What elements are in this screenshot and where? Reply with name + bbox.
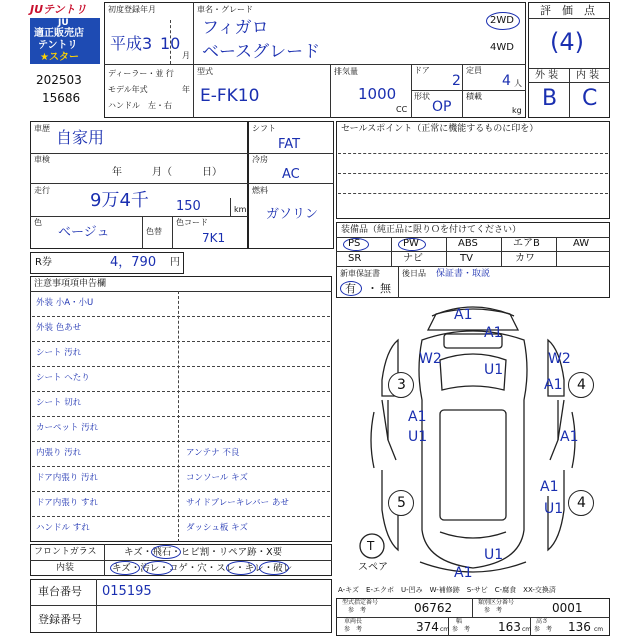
drive-4wd: 4WD	[490, 42, 514, 53]
model-year-label: モデル年式	[108, 85, 148, 94]
spare-tire-value: T	[367, 539, 375, 553]
class-label: 類別区分番号	[478, 599, 515, 606]
ac-value: AC	[282, 167, 300, 182]
note-left: シート 汚れ	[36, 348, 82, 358]
logo	[30, 4, 100, 64]
interior-value: キズ・汚レ・コゲ・穴・スレ・キレ・破レ	[112, 563, 293, 574]
displacement-value: 1000	[358, 85, 397, 103]
month-unit: 月	[182, 51, 190, 60]
recycle-box	[30, 252, 184, 274]
logo-line3: テントリ	[38, 40, 78, 51]
ext-label: 外 装	[535, 70, 559, 81]
equip-aw: AW	[573, 238, 590, 249]
color-code-value: 7K1	[202, 231, 226, 245]
door-value: 2	[452, 73, 461, 89]
inspection-label: 車検	[34, 155, 50, 164]
warranty-no: 無	[380, 282, 391, 295]
length-ref: 参 考	[344, 626, 363, 633]
tire-value-front-right: 4	[577, 377, 586, 393]
tire-value-rear-left: 5	[397, 495, 406, 511]
front-glass-label: フロントガラス	[34, 547, 97, 557]
logo-line4: ★スター	[40, 52, 79, 63]
height-ref: 参 考	[534, 626, 553, 633]
recycle-value: 4，790	[110, 255, 157, 270]
color-code-label: 色コード	[176, 218, 208, 227]
capacity-label: 定員	[466, 66, 482, 75]
note-left: ハンドル すれ	[36, 523, 90, 533]
damage-mark: W2	[548, 351, 571, 367]
note-left: 内張り 汚れ	[36, 448, 82, 458]
equip-sr: SR	[348, 253, 362, 264]
note-right: サイドブレーキレバー あせ	[186, 498, 289, 508]
notes-title: 注意事項項申告欄	[34, 279, 107, 289]
sales-point-box	[336, 121, 610, 219]
score-value: (4)	[550, 28, 584, 56]
note-left: 外装 小A・小U	[36, 298, 94, 308]
note-left: 外装 色あせ	[36, 323, 82, 333]
inspection-value: 年 月（ 日）	[112, 167, 222, 178]
length-label: 車両長	[344, 618, 363, 625]
equip-leather: カワ	[515, 253, 535, 264]
color-change-label: 色替	[146, 227, 162, 236]
equip-airbag: エアB	[513, 238, 540, 249]
damage-mark: U1	[484, 362, 504, 378]
recycle-label: R券	[35, 257, 52, 268]
sales-point-title: セールスポイント（正常に機能するものに印を）	[341, 124, 539, 134]
note-left: シート 切れ	[36, 398, 82, 408]
tire-value-rear-right: 4	[577, 495, 586, 511]
note-left: ドア内張り 汚れ	[36, 473, 98, 483]
model-value: 06762	[414, 601, 453, 615]
class-ref: 参 考	[484, 607, 503, 614]
fuel-value: ガソリン	[266, 207, 319, 222]
type-value: E-FK10	[200, 86, 260, 106]
note-left: ドア内張り すれ	[36, 498, 98, 508]
ext-grade: B	[542, 86, 558, 111]
stock-number-2: 15686	[42, 91, 81, 105]
displacement-label: 排気量	[334, 67, 358, 76]
cc-unit: CC	[396, 105, 408, 114]
color-label: 色	[34, 218, 42, 227]
front-glass-value: キズ・飛石・ヒビ割・リペア跡・X要	[124, 547, 283, 558]
width-value: 163	[498, 620, 521, 634]
damage-mark: U1	[544, 501, 564, 517]
logo-top: JUテントリ	[30, 3, 87, 16]
damage-mark: A1	[454, 307, 473, 323]
mileage-value: 9万4千	[90, 190, 149, 211]
note-right: ダッシュ板 キズ	[186, 523, 248, 533]
chassis-label: 車台番号	[38, 585, 82, 598]
post-value: 保証書・取説	[436, 269, 491, 279]
equip-ps: PS	[348, 238, 361, 249]
length-unit: cm	[440, 626, 450, 633]
warranty-yes: 有	[345, 282, 356, 295]
ac-label: 冷房	[252, 155, 268, 164]
damage-mark: A1	[408, 409, 427, 425]
model-year-unit: 年	[182, 85, 190, 94]
height-unit: cm	[594, 626, 604, 633]
length-value: 374	[416, 620, 439, 634]
warranty-sep: ・	[367, 282, 378, 295]
warranty-label: 新車保証書	[340, 269, 380, 278]
damage-mark: A1	[454, 565, 473, 581]
model-label: 型式指定番号	[342, 599, 379, 606]
damage-mark: A1	[544, 377, 563, 393]
first-reg-label: 初度登録年月	[108, 5, 156, 14]
interior-mark-4	[259, 561, 289, 575]
damage-mark: U1	[484, 547, 504, 563]
damage-mark: A1	[560, 429, 579, 445]
equip-navi: ナビ	[403, 253, 423, 264]
note-left: カーペット 汚れ	[36, 423, 99, 433]
int-grade: C	[582, 86, 598, 111]
interior-mark-1	[110, 561, 140, 575]
note-right: アンテナ 不良	[186, 448, 240, 458]
front-glass-mark	[151, 545, 181, 559]
kg-unit: kg	[512, 106, 522, 115]
load-label: 積載	[466, 92, 482, 101]
height-value: 136	[568, 620, 591, 634]
yen-unit: 円	[170, 257, 180, 268]
width-unit: cm	[522, 626, 532, 633]
tire-value-front-left: 3	[397, 377, 406, 393]
logo-line2: 適正販売店	[34, 28, 84, 39]
grade: ベースグレード	[202, 42, 321, 62]
capacity-unit: 人	[514, 79, 522, 88]
dealer-import-label: ディーラー・並 行	[108, 69, 174, 78]
int-label: 内 装	[576, 70, 600, 81]
reg-label: 登録番号	[38, 613, 82, 626]
height-label: 高さ	[536, 618, 549, 625]
width-ref: 参 考	[452, 626, 471, 633]
drive-2wd: 2WD	[490, 15, 514, 26]
car-name-label: 車名・グレード	[197, 5, 253, 14]
chassis-value: 015195	[102, 584, 152, 599]
shape-label: 形状	[414, 92, 430, 101]
interior-label: 内装	[56, 563, 75, 573]
width-label: 幅	[456, 618, 463, 625]
shift-value: FAT	[278, 137, 301, 152]
usage-label: 車歴	[34, 124, 50, 133]
equip-tv: TV	[460, 253, 473, 264]
score-label: 評 価 点	[540, 4, 595, 17]
type-label: 型式	[197, 67, 213, 76]
legend-text: A-キズ E-エクボ U-凹み W-補修跡 S-サビ C-腐食 XX-交換済	[338, 586, 556, 594]
mileage-label: 走行	[34, 186, 50, 195]
handle-label: ハンドル 左・右	[108, 101, 172, 110]
logo-ju: JU	[58, 18, 69, 28]
year-value: 10	[160, 34, 181, 53]
shape-value: OP	[432, 99, 452, 115]
mileage-sub: 150	[176, 199, 201, 214]
interior-mark-2	[143, 561, 173, 575]
damage-mark: A1	[540, 479, 559, 495]
color-value: ベージュ	[58, 225, 110, 240]
equip-abs: ABS	[458, 238, 478, 249]
equip-pw: PW	[403, 238, 419, 249]
fuel-label: 燃料	[252, 186, 268, 195]
model-ref: 参 考	[348, 607, 367, 614]
capacity-value: 4	[502, 73, 511, 89]
era-value: 平成3	[110, 34, 153, 53]
interior-mark-3	[226, 561, 256, 575]
note-right: コンソール キズ	[186, 473, 248, 483]
equipment-title: 装備品（純正品に限りＯを付けてください）	[341, 225, 522, 235]
note-left: シート へたり	[36, 373, 90, 383]
damage-mark: W2	[419, 351, 442, 367]
usage-value: 自家用	[56, 128, 105, 147]
damage-mark: U1	[408, 429, 428, 445]
post-label: 後日品	[402, 269, 426, 278]
car-name: フィガロ	[202, 18, 269, 38]
spare-label: スペア	[358, 562, 388, 573]
shift-label: シフト	[252, 124, 276, 133]
stock-number-1: 202503	[36, 73, 82, 87]
door-label: ドア	[414, 66, 430, 75]
class-value: 0001	[552, 601, 583, 615]
damage-mark: A1	[484, 325, 503, 341]
km-unit: km	[234, 205, 247, 214]
